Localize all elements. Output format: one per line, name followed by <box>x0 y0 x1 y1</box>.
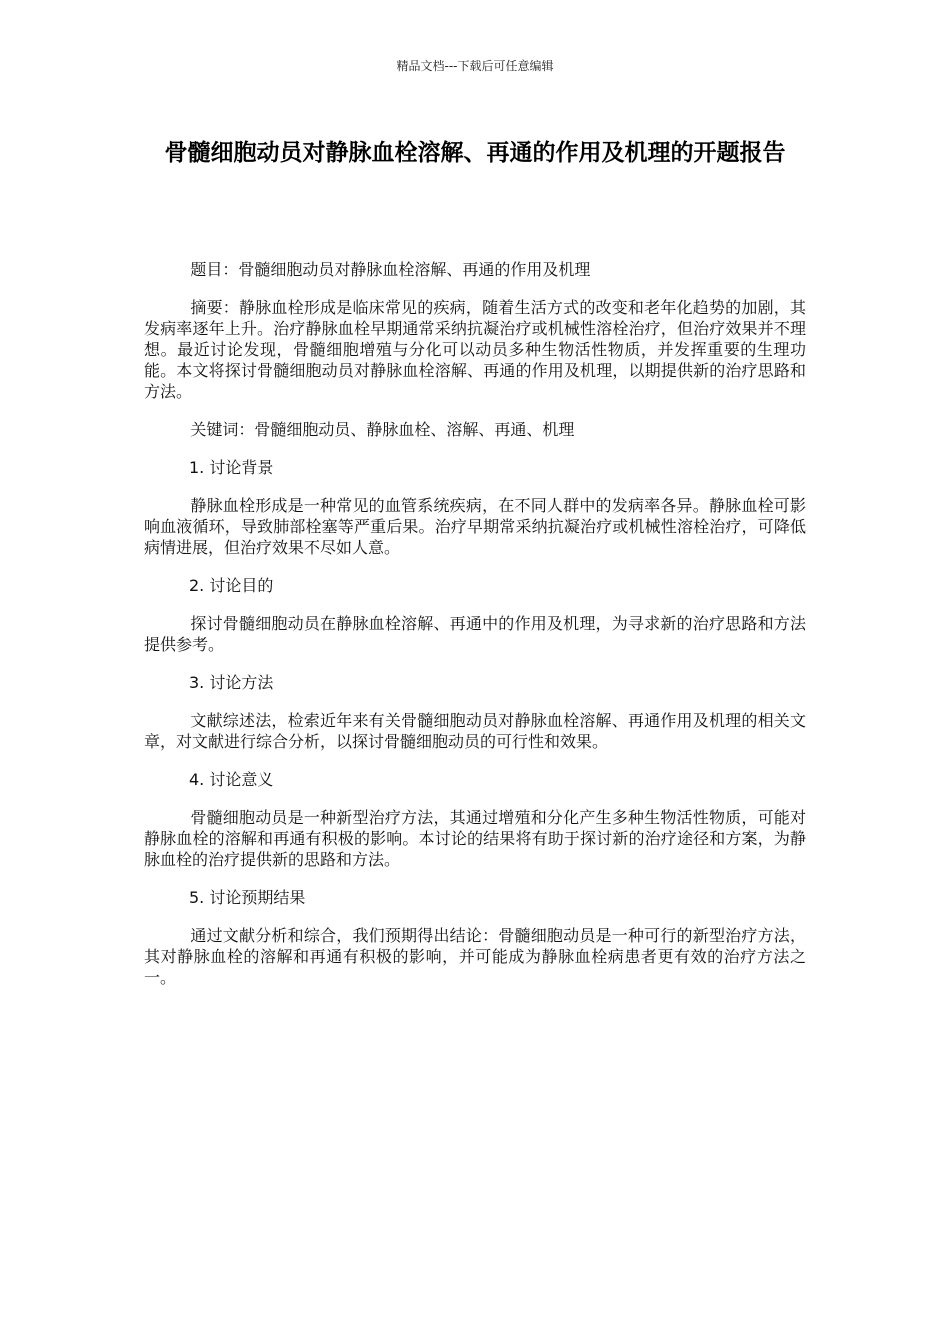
section-body-method: 文献综述法，检索近年来有关骨髓细胞动员对静脉血栓溶解、再通作用及机理的相关文章，对文献进行综合分析，以探讨骨髓细胞动员的可行性和效果。 <box>144 711 806 751</box>
document-title: 骨髓细胞动员对静脉血栓溶解、再通的作用及机理的开题报告 <box>164 140 786 166</box>
section-heading-background: 1. 讨论背景 <box>189 458 274 477</box>
section-heading-expected-results: 5. 讨论预期结果 <box>189 888 306 907</box>
section-heading-significance: 4. 讨论意义 <box>189 770 274 789</box>
document-body <box>144 259 806 1005</box>
section-body-purpose: 探讨骨髓细胞动员在静脉血栓溶解、再通中的作用及机理，为寻求新的治疗思路和方法提供参考。 <box>144 614 806 654</box>
section-heading-method: 3. 讨论方法 <box>189 673 274 692</box>
section-body-background: 静脉血栓形成是一种常见的血管系统疾病，在不同人群中的发病率各异。静脉血栓可影响血液循环，导致肺部栓塞等严重后果。治疗早期常采纳抗凝治疗或机械性溶栓治疗，可降低病情进展，但治疗效果不尽如人意。 <box>144 496 806 557</box>
section-heading-purpose: 2. 讨论目的 <box>189 576 274 595</box>
topic-line: 题目：骨髓细胞动员对静脉血栓溶解、再通的作用及机理 <box>190 260 591 279</box>
abstract-paragraph: 摘要：静脉血栓形成是临床常见的疾病，随着生活方式的改变和老年化趋势的加剧，其发病率逐年上升。治疗静脉血栓早期通常采纳抗凝治疗或机械性溶栓治疗，但治疗效果并不理想。最近讨论发现，骨髓细胞增殖与分化可以动员多种生物活性物质，并发挥重要的生理功能。本文将探讨骨髓细胞动员对静脉血栓溶解、再通的作用及机理，以期提供新的治疗思路和方法。 <box>144 298 806 401</box>
page-header-note: 精品文档---下载后可任意编辑 <box>396 59 554 73</box>
section-body-significance: 骨髓细胞动员是一种新型治疗方法，其通过增殖和分化产生多种生物活性物质，可能对静脉血栓的溶解和再通有积极的影响。本讨论的结果将有助于探讨新的治疗途径和方案，为静脉血栓的治疗提供新的思路和方法。 <box>144 808 806 869</box>
section-body-expected-results: 通过文献分析和综合，我们预期得出结论：骨髓细胞动员是一种可行的新型治疗方法，其对静脉血栓的溶解和再通有积极的影响，并可能成为静脉血栓病患者更有效的治疗方法之一。 <box>144 926 806 987</box>
keywords-line: 关键词：骨髓细胞动员、静脉血栓、溶解、再通、机理 <box>190 420 575 439</box>
